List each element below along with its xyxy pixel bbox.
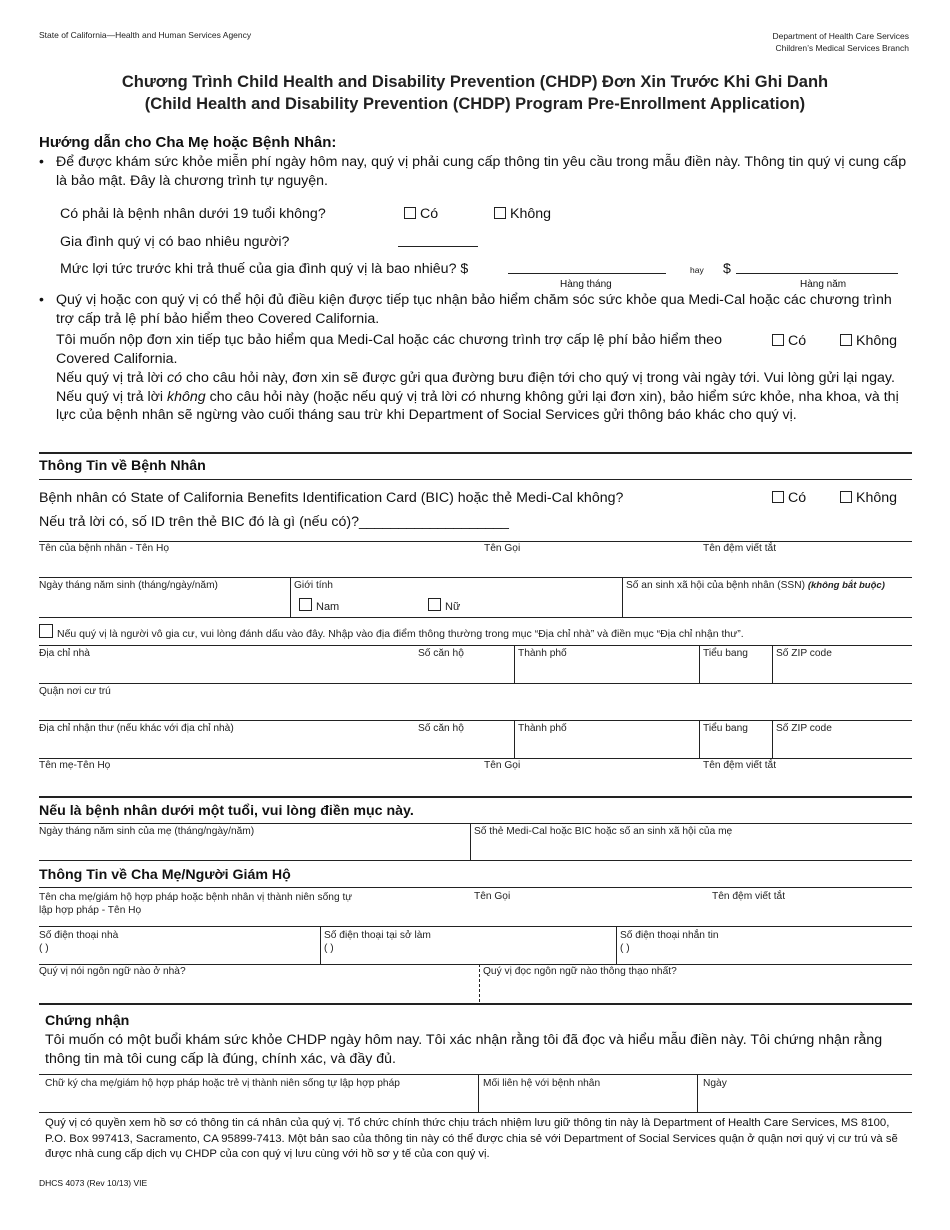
patient-first-name[interactable]: Tên Gọi	[484, 543, 521, 554]
home-city[interactable]: Thành phố	[518, 648, 567, 659]
field-divider	[39, 577, 912, 578]
or-label: hay	[690, 265, 704, 275]
field-divider	[39, 645, 912, 646]
field-separator	[479, 964, 480, 1002]
signature-field[interactable]: Chữ ký cha mẹ/giám hộ hợp pháp hoặc trẻ vị thành niên sống tự lập hợp pháp	[45, 1078, 400, 1089]
note-emphasis: có	[461, 388, 477, 405]
certification-heading: Chứng nhận	[45, 1013, 130, 1029]
field-divider	[39, 887, 912, 888]
field-separator	[470, 823, 471, 860]
note-emphasis: có	[167, 370, 183, 386]
work-phone-label: Số điện thoại tại sở làm	[324, 930, 431, 941]
section-divider	[39, 796, 912, 798]
field-separator	[772, 645, 773, 683]
checkbox-icon[interactable]	[39, 624, 53, 638]
no-label: Không	[856, 333, 898, 349]
relationship-field[interactable]: Mối liên hệ với bệnh nhân	[483, 1078, 601, 1089]
no-label: Không	[510, 206, 552, 222]
field-separator	[616, 926, 617, 964]
field-divider	[39, 758, 912, 759]
mother-first-name[interactable]: Tên Gọi	[484, 760, 521, 771]
field-separator	[320, 926, 321, 964]
apply-note	[56, 369, 908, 425]
monthly-label: Hàng tháng	[560, 279, 612, 290]
infant-heading: Nếu là bệnh nhân dưới một tuổi, vui lòng điền mục này.	[39, 803, 414, 819]
mailing-state[interactable]: Tiểu bang	[703, 723, 748, 734]
field-separator	[772, 720, 773, 758]
bic-no[interactable]	[840, 489, 897, 508]
field-separator	[514, 645, 515, 683]
field-separator	[699, 720, 700, 758]
mailing-apt[interactable]: Số căn hộ	[418, 723, 464, 734]
county-field[interactable]: Quận nơi cư trú	[39, 686, 111, 697]
gender-female[interactable]	[428, 598, 460, 613]
field-divider	[39, 617, 912, 618]
gender-male[interactable]	[299, 598, 339, 613]
home-state[interactable]: Tiểu bang	[703, 648, 748, 659]
home-zip[interactable]: Số ZIP code	[776, 648, 832, 659]
checkbox-icon[interactable]	[840, 491, 852, 503]
bic-question: Bệnh nhân có State of California Benefits Identification Card (BIC) hoặc thẻ Medi-Cal không?	[39, 490, 624, 506]
dollar-sign: $	[723, 261, 731, 277]
monthly-income-field[interactable]	[508, 259, 666, 274]
field-divider	[39, 823, 912, 824]
section-divider	[39, 452, 912, 454]
mother-dob[interactable]: Ngày tháng năm sinh của mẹ (tháng/ngày/năm)	[39, 826, 255, 837]
ssn-label: Số an sinh xã hội của bệnh nhân (SSN)	[626, 580, 805, 591]
note-text: Nếu quý vị trả lời	[56, 370, 168, 386]
family-size-question: Gia đình quý vị có bao nhiêu người?	[60, 234, 290, 250]
field-separator	[697, 1074, 698, 1112]
bullet-dot: •	[39, 291, 44, 307]
field-separator	[290, 577, 291, 617]
home-phone[interactable]	[39, 929, 118, 955]
home-apt[interactable]: Số căn hộ	[418, 648, 464, 659]
title-english: (Child Health and Disability Prevention (CHDP) Program Pre-Enrollment Application)	[144, 95, 806, 113]
field-divider	[39, 926, 912, 927]
homeless-checkbox-row[interactable]	[39, 624, 744, 640]
department-line1: Department of Health Care Services	[772, 31, 909, 41]
family-size-field[interactable]	[398, 232, 478, 247]
bic-yes[interactable]	[772, 489, 806, 508]
field-divider	[39, 720, 912, 721]
privacy-notice: Quý vị có quyền xem hồ sơ có thông tin cá nhân của quý vị. Tổ chức chính thức chịu trách nhiệm lưu giữ thông tin này là Department of Health Care Services, MS 8100, P.O. Box 997413, Sacramento, CA 95899-7413. Một bản sao của thông tin này có thể được chia sẻ với Department of Social Services quận ở quận nơi quý vị cư trú và sẽ được nhà cung cấp dịch vụ CHDP của con quý vị lưu cùng với hồ sơ y tế của con quý vị.	[45, 1117, 898, 1160]
guardian-first-name[interactable]: Tên Gọi	[474, 891, 511, 902]
mother-middle-initial[interactable]: Tên đệm viết tắt	[703, 760, 777, 771]
field-divider	[39, 541, 912, 542]
yes-label: Có	[788, 333, 807, 349]
agency-label: State of California—Health and Human Services Agency	[39, 30, 252, 40]
work-phone[interactable]	[324, 929, 431, 955]
field-separator	[622, 577, 623, 617]
guardian-middle-initial[interactable]: Tên đệm viết tắt	[712, 891, 786, 902]
note-emphasis: không	[167, 388, 206, 405]
checkbox-icon[interactable]	[494, 207, 506, 219]
checkbox-icon[interactable]	[772, 491, 784, 503]
patient-last-name[interactable]: Tên của bệnh nhân - Tên Họ	[39, 543, 170, 554]
female-label: Nữ	[445, 601, 461, 613]
home-phone-label: Số điện thoại nhà	[39, 930, 119, 941]
area-code: ( )	[324, 943, 334, 954]
apply-yes[interactable]	[772, 332, 806, 351]
checkbox-icon[interactable]	[299, 598, 312, 611]
instructions-heading: Hướng dẫn cho Cha Mẹ hoặc Bệnh Nhân:	[39, 134, 337, 151]
no-label: Không	[856, 490, 898, 506]
form-number: DHCS 4073 (Rev 10/13) VIE	[39, 1178, 148, 1188]
field-separator	[514, 720, 515, 758]
checkbox-icon[interactable]	[772, 334, 784, 346]
yearly-label: Hàng năm	[800, 279, 847, 290]
bullet-dot: •	[39, 153, 44, 169]
guardian-heading: Thông Tin về Cha Mẹ/Người Giám Hộ	[39, 867, 291, 883]
title-vietnamese: Chương Trình Child Health and Disability Prevention (CHDP) Đơn Xin Trước Khi Ghi Danh	[121, 73, 829, 91]
note-text: nhưng không gửi lại đơn xin), bảo hiểm sức khỏe, nha khoa, và thị lực của bệnh nhân sẽ ngừng vào cuối tháng sau trừ khi Department of Social Services gửi thông báo khác cho quý vị.	[56, 388, 899, 423]
field-divider	[39, 683, 912, 684]
message-phone[interactable]	[620, 929, 719, 955]
homeless-label: Nếu quý vị là người vô gia cư, vui lòng đánh dấu vào đây. Nhập vào địa điểm thông thường trong mục “Địa chỉ nhà” và điền mục “Địa chỉ nhận thư”.	[57, 628, 744, 640]
mailing-city[interactable]: Thành phố	[518, 723, 567, 734]
date-field[interactable]: Ngày	[703, 1078, 727, 1089]
message-phone-label: Số điện thoại nhắn tin	[620, 930, 719, 941]
note-text: cho câu hỏi này, đơn xin sẽ được gửi qua đường bưu điện tới cho quý vị trong vài ngày tới. Vui lòng gửi lại ngay. Nếu quý vị trả lời	[56, 370, 895, 405]
instructions-bullet2: Quý vị hoặc con quý vị có thể hội đủ điều kiện được tiếp tục nhận bảo hiểm chăm sóc sức khỏe qua Medi-Cal hoặc các chương trình trợ cấp trả lệ phí bảo hiểm theo Covered California.	[56, 292, 892, 327]
apply-question: Tôi muốn nộp đơn xin tiếp tục bảo hiểm qua Medi-Cal hoặc các chương trình trợ cấp lệ phí bảo hiểm theo Covered California.	[56, 332, 722, 367]
yes-label: Có	[788, 490, 807, 506]
certification-text: Tôi muốn có một buổi khám sức khỏe CHDP ngày hôm nay. Tôi xác nhận rằng tôi đã đọc và hiểu mẫu điền này. Tôi chứng nhận rằng thông tin mà tôi cung cấp là đúng, chính xác, và đầy đủ.	[45, 1032, 883, 1067]
section-divider	[39, 479, 912, 480]
bic-id-question: Nếu trả lời có, số ID trên thẻ BIC đó là gì (nếu có)?___________________	[39, 514, 509, 530]
under19-no[interactable]	[494, 205, 551, 224]
reading-language[interactable]: Quý vị đọc ngôn ngữ nào thông thạo nhất?	[483, 966, 677, 977]
checkbox-icon[interactable]	[428, 598, 441, 611]
department-label	[772, 30, 909, 54]
department-line2: Children’s Medical Services Branch	[775, 43, 909, 53]
mother-last-name[interactable]: Tên mẹ-Tên Họ	[39, 760, 111, 771]
apply-no[interactable]	[840, 332, 897, 351]
yearly-income-field[interactable]	[736, 259, 898, 274]
field-divider	[39, 964, 912, 965]
guardian-name-line2: lập hợp pháp - Tên Họ	[39, 905, 142, 916]
field-divider	[39, 1112, 912, 1113]
yes-label: Có	[420, 206, 439, 222]
area-code: ( )	[620, 943, 630, 954]
field-divider	[39, 860, 912, 861]
mailing-zip[interactable]: Số ZIP code	[776, 723, 832, 734]
checkbox-icon[interactable]	[404, 207, 416, 219]
home-language[interactable]: Quý vị nói ngôn ngữ nào ở nhà?	[39, 966, 186, 977]
under19-question: Có phải là bệnh nhân dưới 19 tuổi không?	[60, 206, 326, 222]
field-divider	[39, 1074, 912, 1075]
mother-id-number[interactable]: Số thẻ Medi-Cal hoặc BIC hoặc số an sinh xã hội của mẹ	[474, 826, 733, 837]
income-question: Mức lợi tức trước khi trả thuế của gia đình quý vị là bao nhiêu? $	[60, 261, 469, 277]
ssn-optional-note: (không bắt buộc)	[807, 580, 885, 591]
patient-dob[interactable]: Ngày tháng năm sinh (tháng/ngày/năm)	[39, 580, 218, 591]
patient-middle-initial[interactable]: Tên đệm viết tắt	[703, 543, 777, 554]
section-divider	[39, 1003, 912, 1005]
patient-info-heading: Thông Tin về Bệnh Nhân	[39, 458, 206, 474]
field-separator	[478, 1074, 479, 1112]
patient-ssn[interactable]	[626, 580, 885, 591]
checkbox-icon[interactable]	[840, 334, 852, 346]
area-code: ( )	[39, 943, 49, 954]
note-text: cho câu hỏi này (hoặc nếu quý vị trả lời	[205, 388, 462, 405]
guardian-name-line1: Tên cha mẹ/giám hộ hợp pháp hoặc bệnh nhân vị thành niên sống tự	[39, 892, 353, 903]
instructions-bullet1: Để được khám sức khỏe miễn phí ngày hôm nay, quý vị phải cung cấp thông tin yêu cầu trong mẫu điền này. Thông tin quý vị cung cấp là bảo mật. Đây là chương trình tự nguyện.	[56, 154, 907, 189]
home-address[interactable]: Địa chỉ nhà	[39, 648, 90, 659]
field-separator	[699, 645, 700, 683]
gender-label: Giới tính	[294, 580, 333, 591]
mailing-address[interactable]: Địa chỉ nhận thư (nếu khác với địa chỉ nhà)	[39, 723, 234, 734]
under19-yes[interactable]	[404, 205, 438, 224]
male-label: Nam	[316, 601, 340, 613]
guardian-last-name[interactable]	[39, 891, 352, 917]
